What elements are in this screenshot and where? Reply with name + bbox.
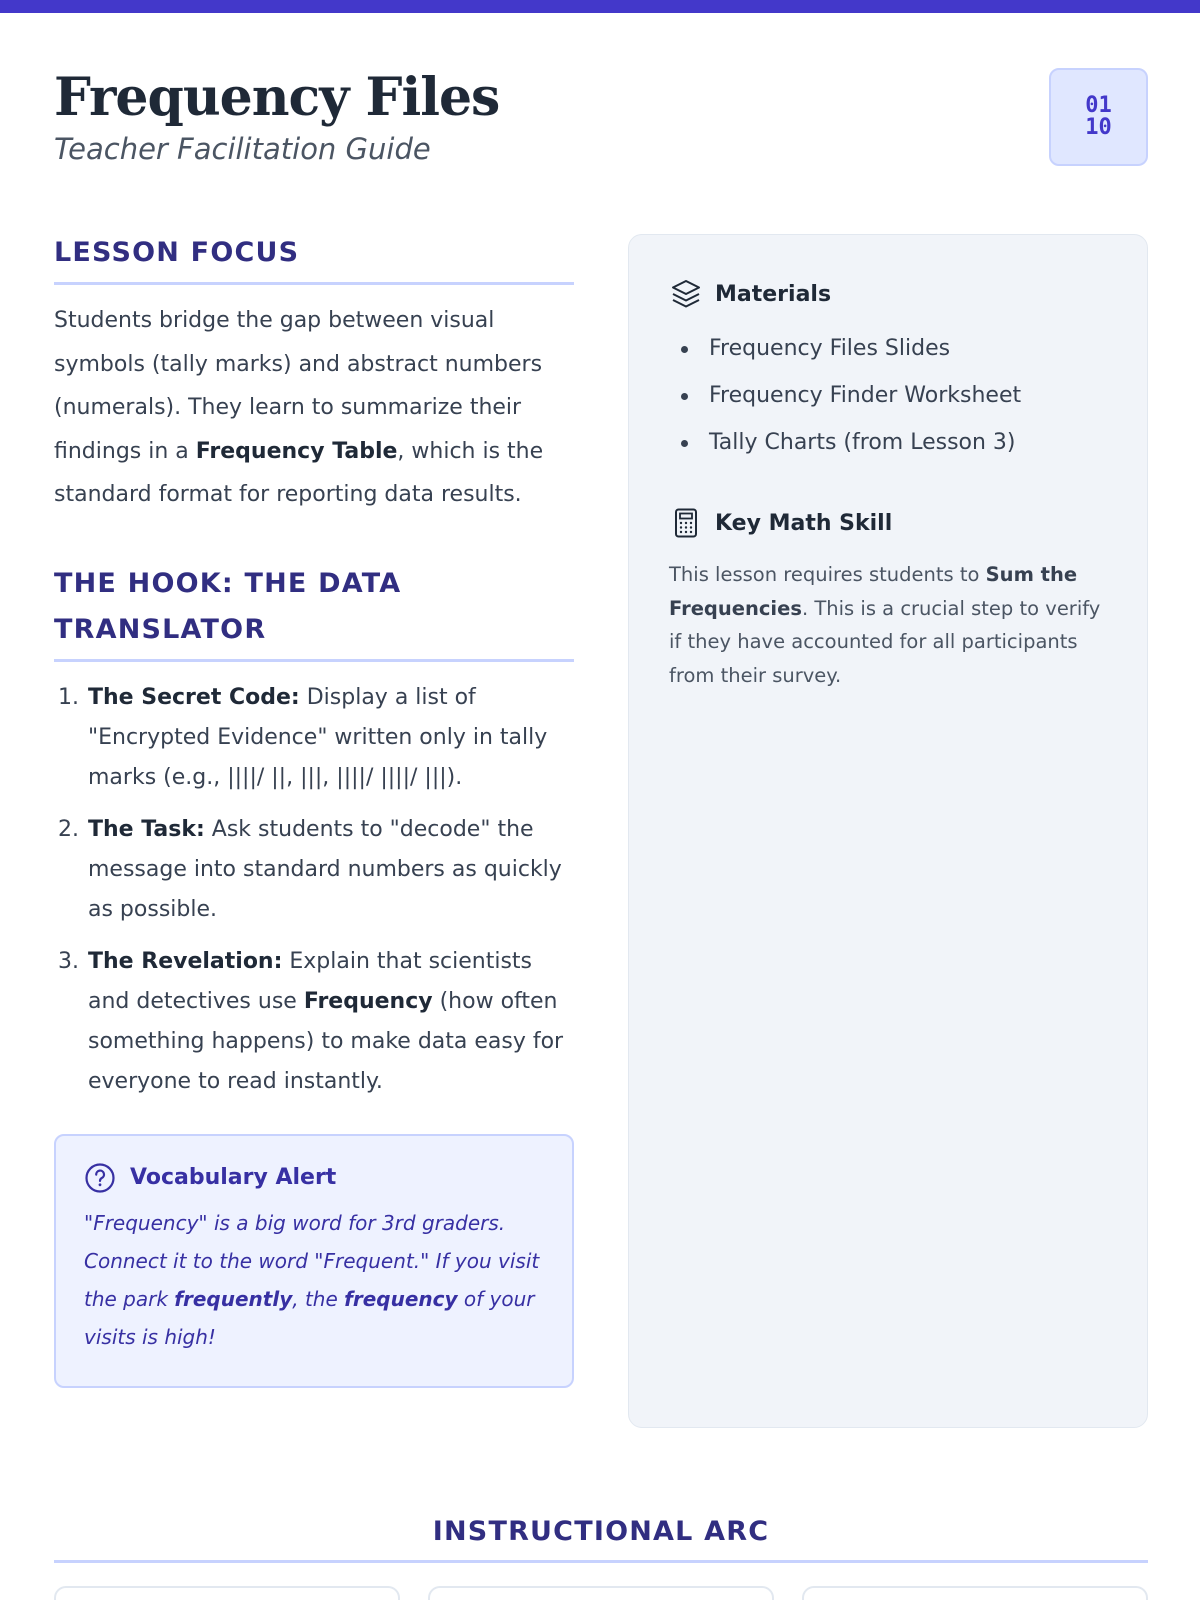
arc-card	[802, 1586, 1148, 1600]
materials-list	[669, 325, 1107, 466]
lesson-focus-heading: LESSON FOCUS	[54, 230, 574, 285]
materials-title: Materials	[715, 281, 832, 307]
hook-heading: THE HOOK: THE DATA TRANSLATOR	[54, 561, 574, 662]
materials-item: Frequency Finder Worksheet	[669, 372, 1107, 419]
calculator-icon	[669, 506, 703, 540]
hook-step: 1. The Secret Code: Display a list of "Encrypted Evidence" written only in tally marks (e.g., ||||/ ||, |||, ||||/ ||||/ |||).	[58, 684, 548, 790]
page-title: Frequency Files	[54, 67, 500, 128]
left-column	[54, 230, 574, 1388]
vocabulary-alert-text: "Frequency" is a big word for 3rd graders. Connect it to the word "Frequent." If you visit the park frequently, the frequency of your visits is high!	[84, 1210, 540, 1349]
top-accent-bar	[0, 0, 1200, 13]
lesson-focus-text: Students bridge the gap between visual symbols (tally marks) and abstract numbers (numerals). They learn to summarize their findings in a Frequency Table, which is the standard format for reporting data results.	[54, 308, 544, 507]
frequency-table-term: Frequency Table	[195, 438, 398, 464]
arc-card	[428, 1586, 774, 1600]
arc-card	[54, 1586, 400, 1600]
key-math-skill-text: This lesson requires students to Sum the Frequencies. This is a crucial step to verify if they have accounted for all participants from their survey.	[669, 563, 1101, 687]
logo-line-1: 01	[1085, 93, 1112, 118]
hook-steps-list	[54, 678, 574, 1102]
binary-logo-badge	[1049, 68, 1148, 166]
hook-step: 3. The Revelation: Explain that scientists and detectives use Frequency (how often something happens) to make data easy for everyone to read instantly.	[58, 948, 564, 1094]
sidebar-panel	[628, 234, 1148, 1428]
materials-item: Frequency Files Slides	[669, 325, 1107, 372]
layers-icon	[669, 277, 703, 311]
page-header	[54, 66, 1148, 176]
materials-item: Tally Charts (from Lesson 3)	[669, 419, 1107, 466]
hook-step: 2. The Task: Ask students to "decode" the message into standard numbers as quickly as possible.	[58, 816, 562, 922]
vocabulary-alert-box	[54, 1134, 574, 1388]
instructional-arc-heading: INSTRUCTIONAL ARC	[54, 1510, 1148, 1563]
question-circle-icon	[84, 1162, 116, 1194]
key-math-skill-title: Key Math Skill	[715, 510, 893, 536]
page-subtitle: Teacher Facilitation Guide	[54, 132, 431, 166]
logo-line-2: 10	[1085, 115, 1112, 140]
vocabulary-alert-title: Vocabulary Alert	[130, 1165, 337, 1190]
